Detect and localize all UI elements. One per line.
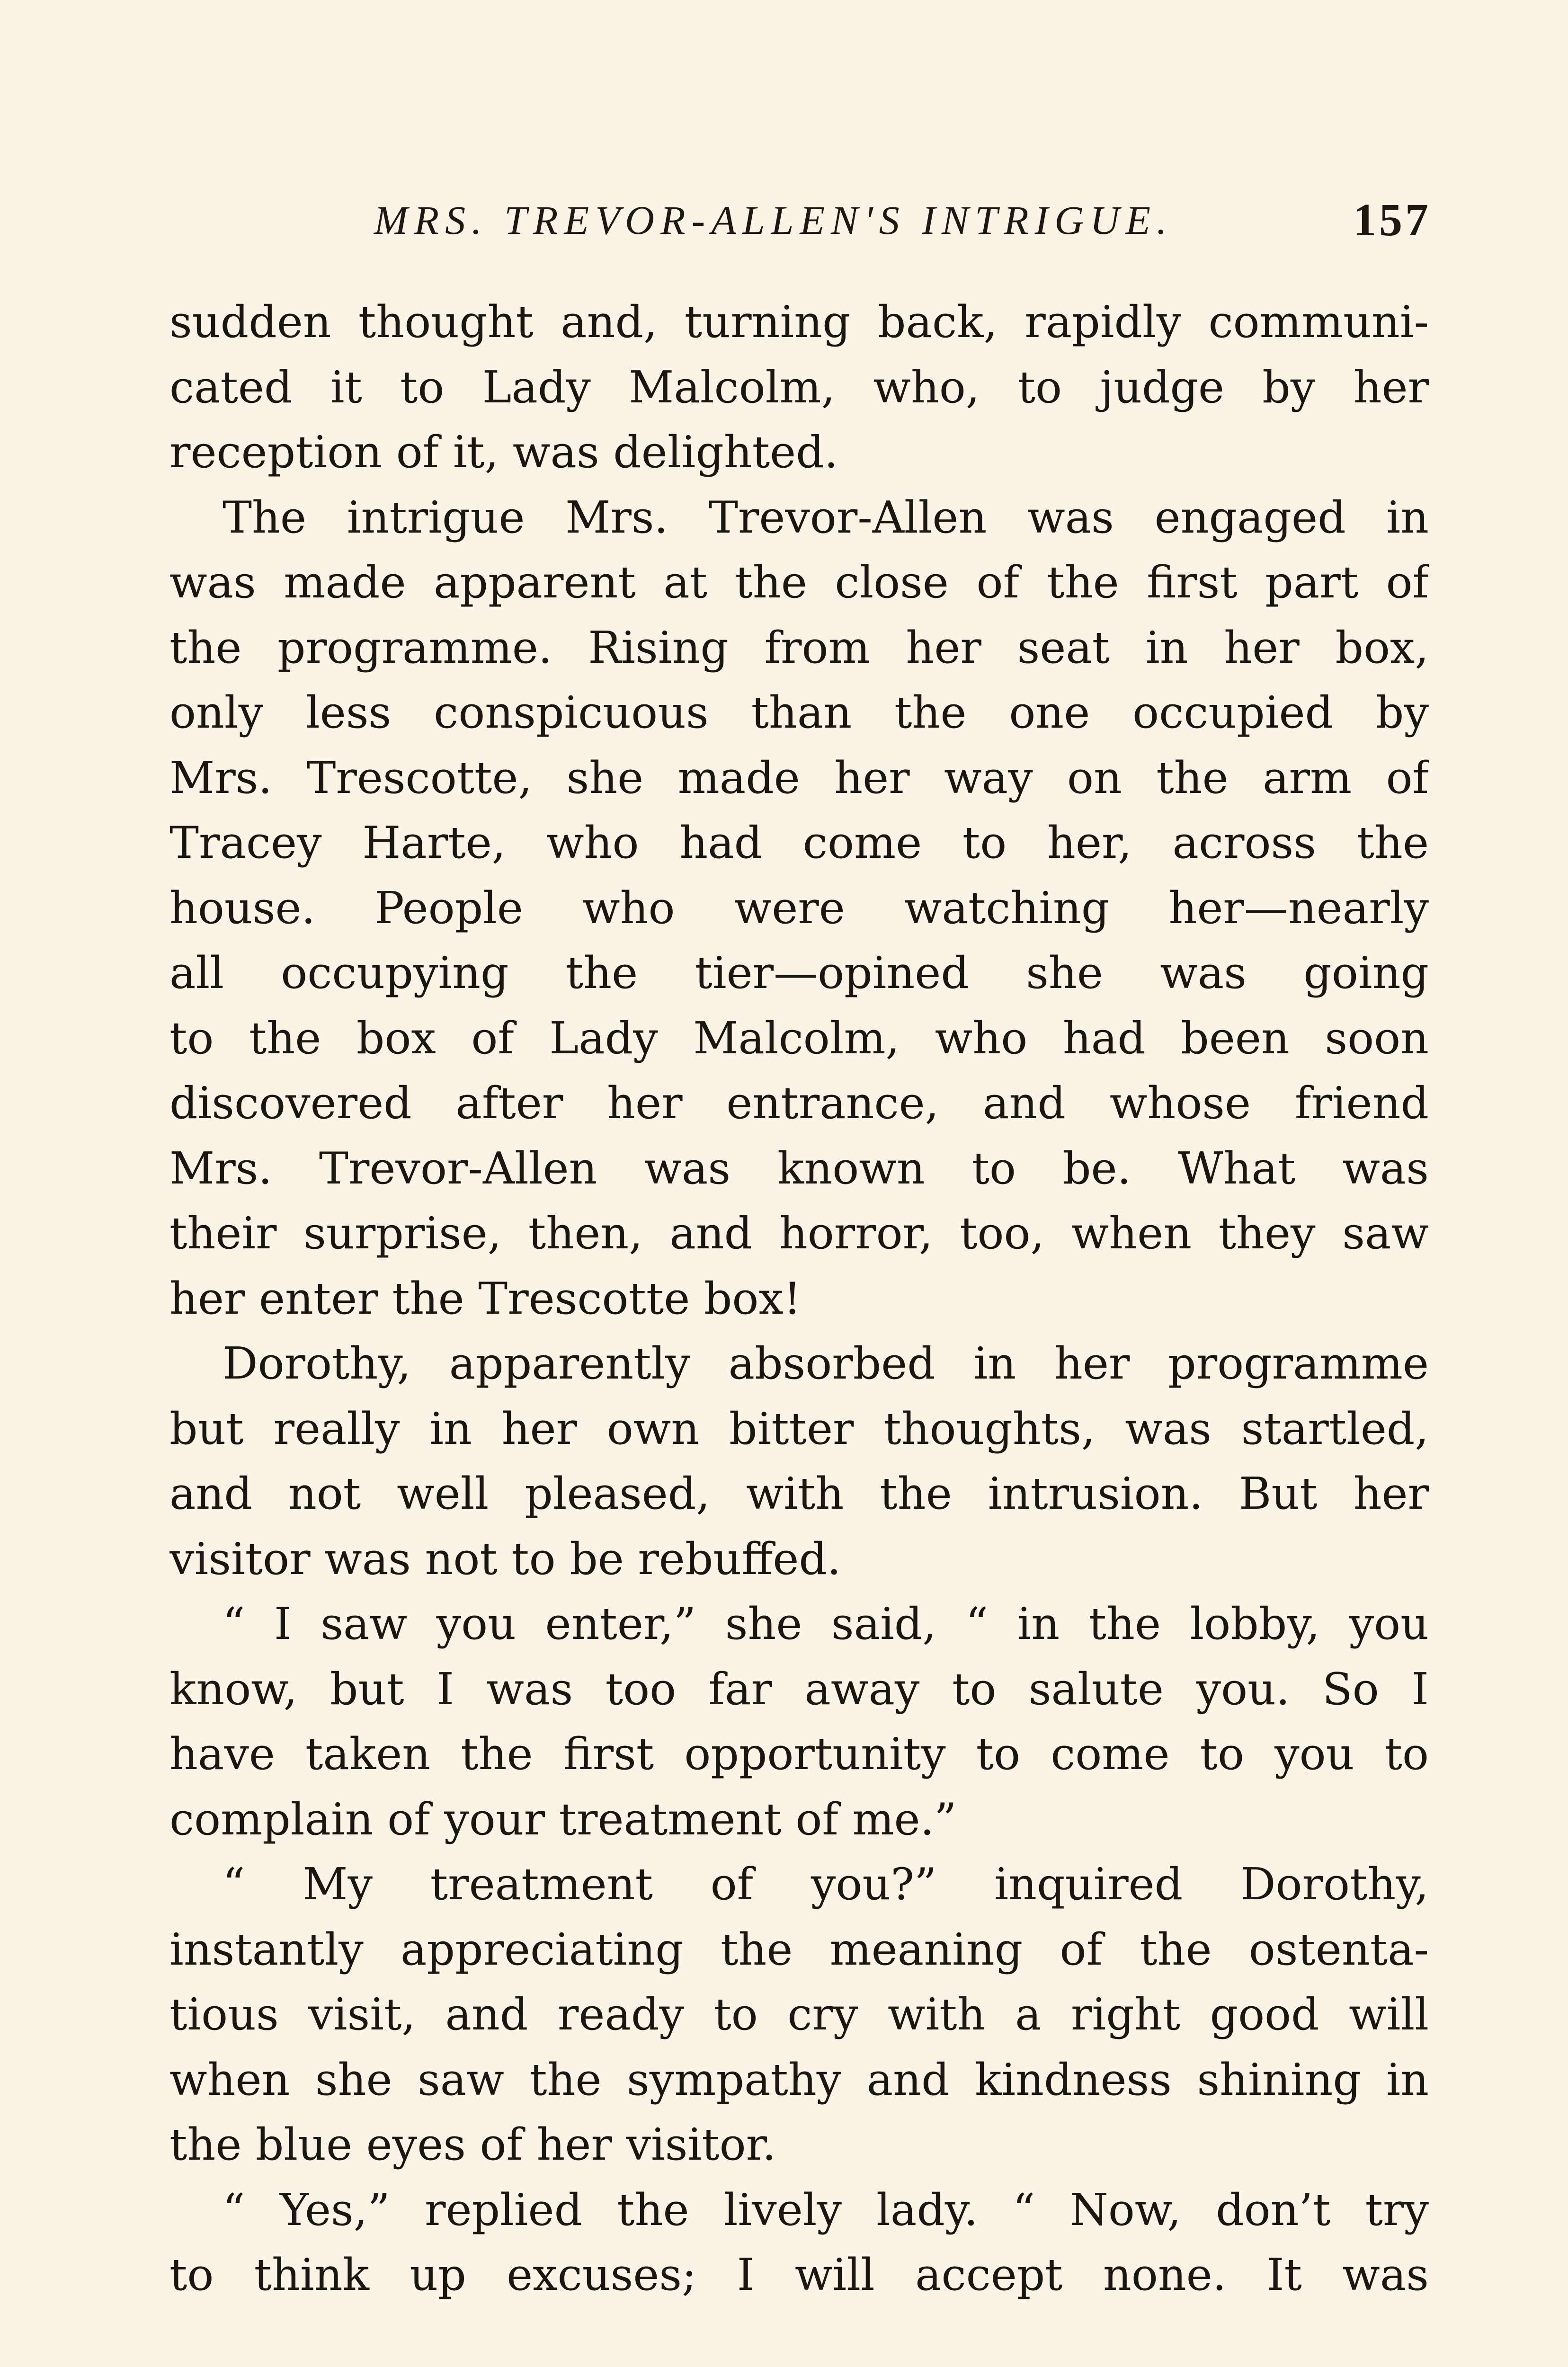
text-line: tious visit, and ready to cry with a right good will bbox=[169, 1989, 1429, 2040]
text-line: Mrs. Trescotte, she made her way on the arm of bbox=[169, 752, 1429, 803]
text-line: The intrigue Mrs. Trevor-Allen was engaged in bbox=[223, 491, 1429, 543]
text-line: “ I saw you enter,” she said, “ in the lobby, you bbox=[223, 1598, 1429, 1649]
text-line: complain of your treatment of me.” bbox=[169, 1793, 957, 1845]
text-line: to the box of Lady Malcolm, who had been soon bbox=[169, 1012, 1429, 1064]
text-line: all occupying the tier—opined she was going bbox=[169, 947, 1429, 998]
text-line: their surprise, then, and horror, too, when they saw bbox=[169, 1208, 1429, 1259]
text-line: “ My treatment of you?” inquired Dorothy, bbox=[223, 1859, 1429, 1910]
text-line: reception of it, was delighted. bbox=[169, 427, 838, 478]
text-line: instantly appreciating the meaning of the ostenta- bbox=[169, 1923, 1429, 1975]
text-line: discovered after her entrance, and whose friend bbox=[169, 1077, 1429, 1129]
text-line: sudden thought and, turning back, rapidly communi- bbox=[169, 296, 1429, 347]
text-line: know, but I was too far away to salute you. So I bbox=[169, 1663, 1429, 1715]
text-line: only less conspicuous than the one occupied by bbox=[169, 687, 1429, 738]
running-title: MRS. TREVOR-ALLEN'S INTRIGUE. bbox=[374, 197, 1173, 243]
page-number: 157 bbox=[1353, 195, 1431, 246]
text-line: the programme. Rising from her seat in her box, bbox=[169, 622, 1429, 673]
text-line: “ Yes,” replied the lively lady. “ Now, don’t try bbox=[223, 2184, 1429, 2235]
text-line: Mrs. Trevor-Allen was known to be. What was bbox=[169, 1142, 1429, 1194]
text-line: cated it to Lady Malcolm, who, to judge by her bbox=[169, 361, 1429, 413]
text-line: her enter the Trescotte box! bbox=[169, 1272, 802, 1324]
text-line: house. People who were watching her—nearly bbox=[169, 882, 1429, 934]
text-line: and not well pleased, with the intrusion. But her bbox=[169, 1468, 1429, 1519]
text-line: Tracey Harte, who had come to her, across the bbox=[169, 817, 1429, 868]
text-line: visitor was not to be rebuffed. bbox=[169, 1533, 841, 1584]
text-line: Dorothy, apparently absorbed in her programme bbox=[223, 1338, 1429, 1389]
running-head bbox=[0, 196, 1568, 249]
text-line: the blue eyes of her visitor. bbox=[169, 2119, 776, 2170]
text-line: to think up excuses; I will accept none. It was bbox=[169, 2249, 1429, 2300]
body-text bbox=[169, 290, 1429, 2308]
text-line: when she saw the sympathy and kindness shining in bbox=[169, 2054, 1429, 2105]
text-line: have taken the first opportunity to come to you to bbox=[169, 1728, 1429, 1780]
text-line: was made apparent at the close of the first part of bbox=[169, 557, 1429, 608]
text-line: but really in her own bitter thoughts, was startled, bbox=[169, 1403, 1429, 1454]
